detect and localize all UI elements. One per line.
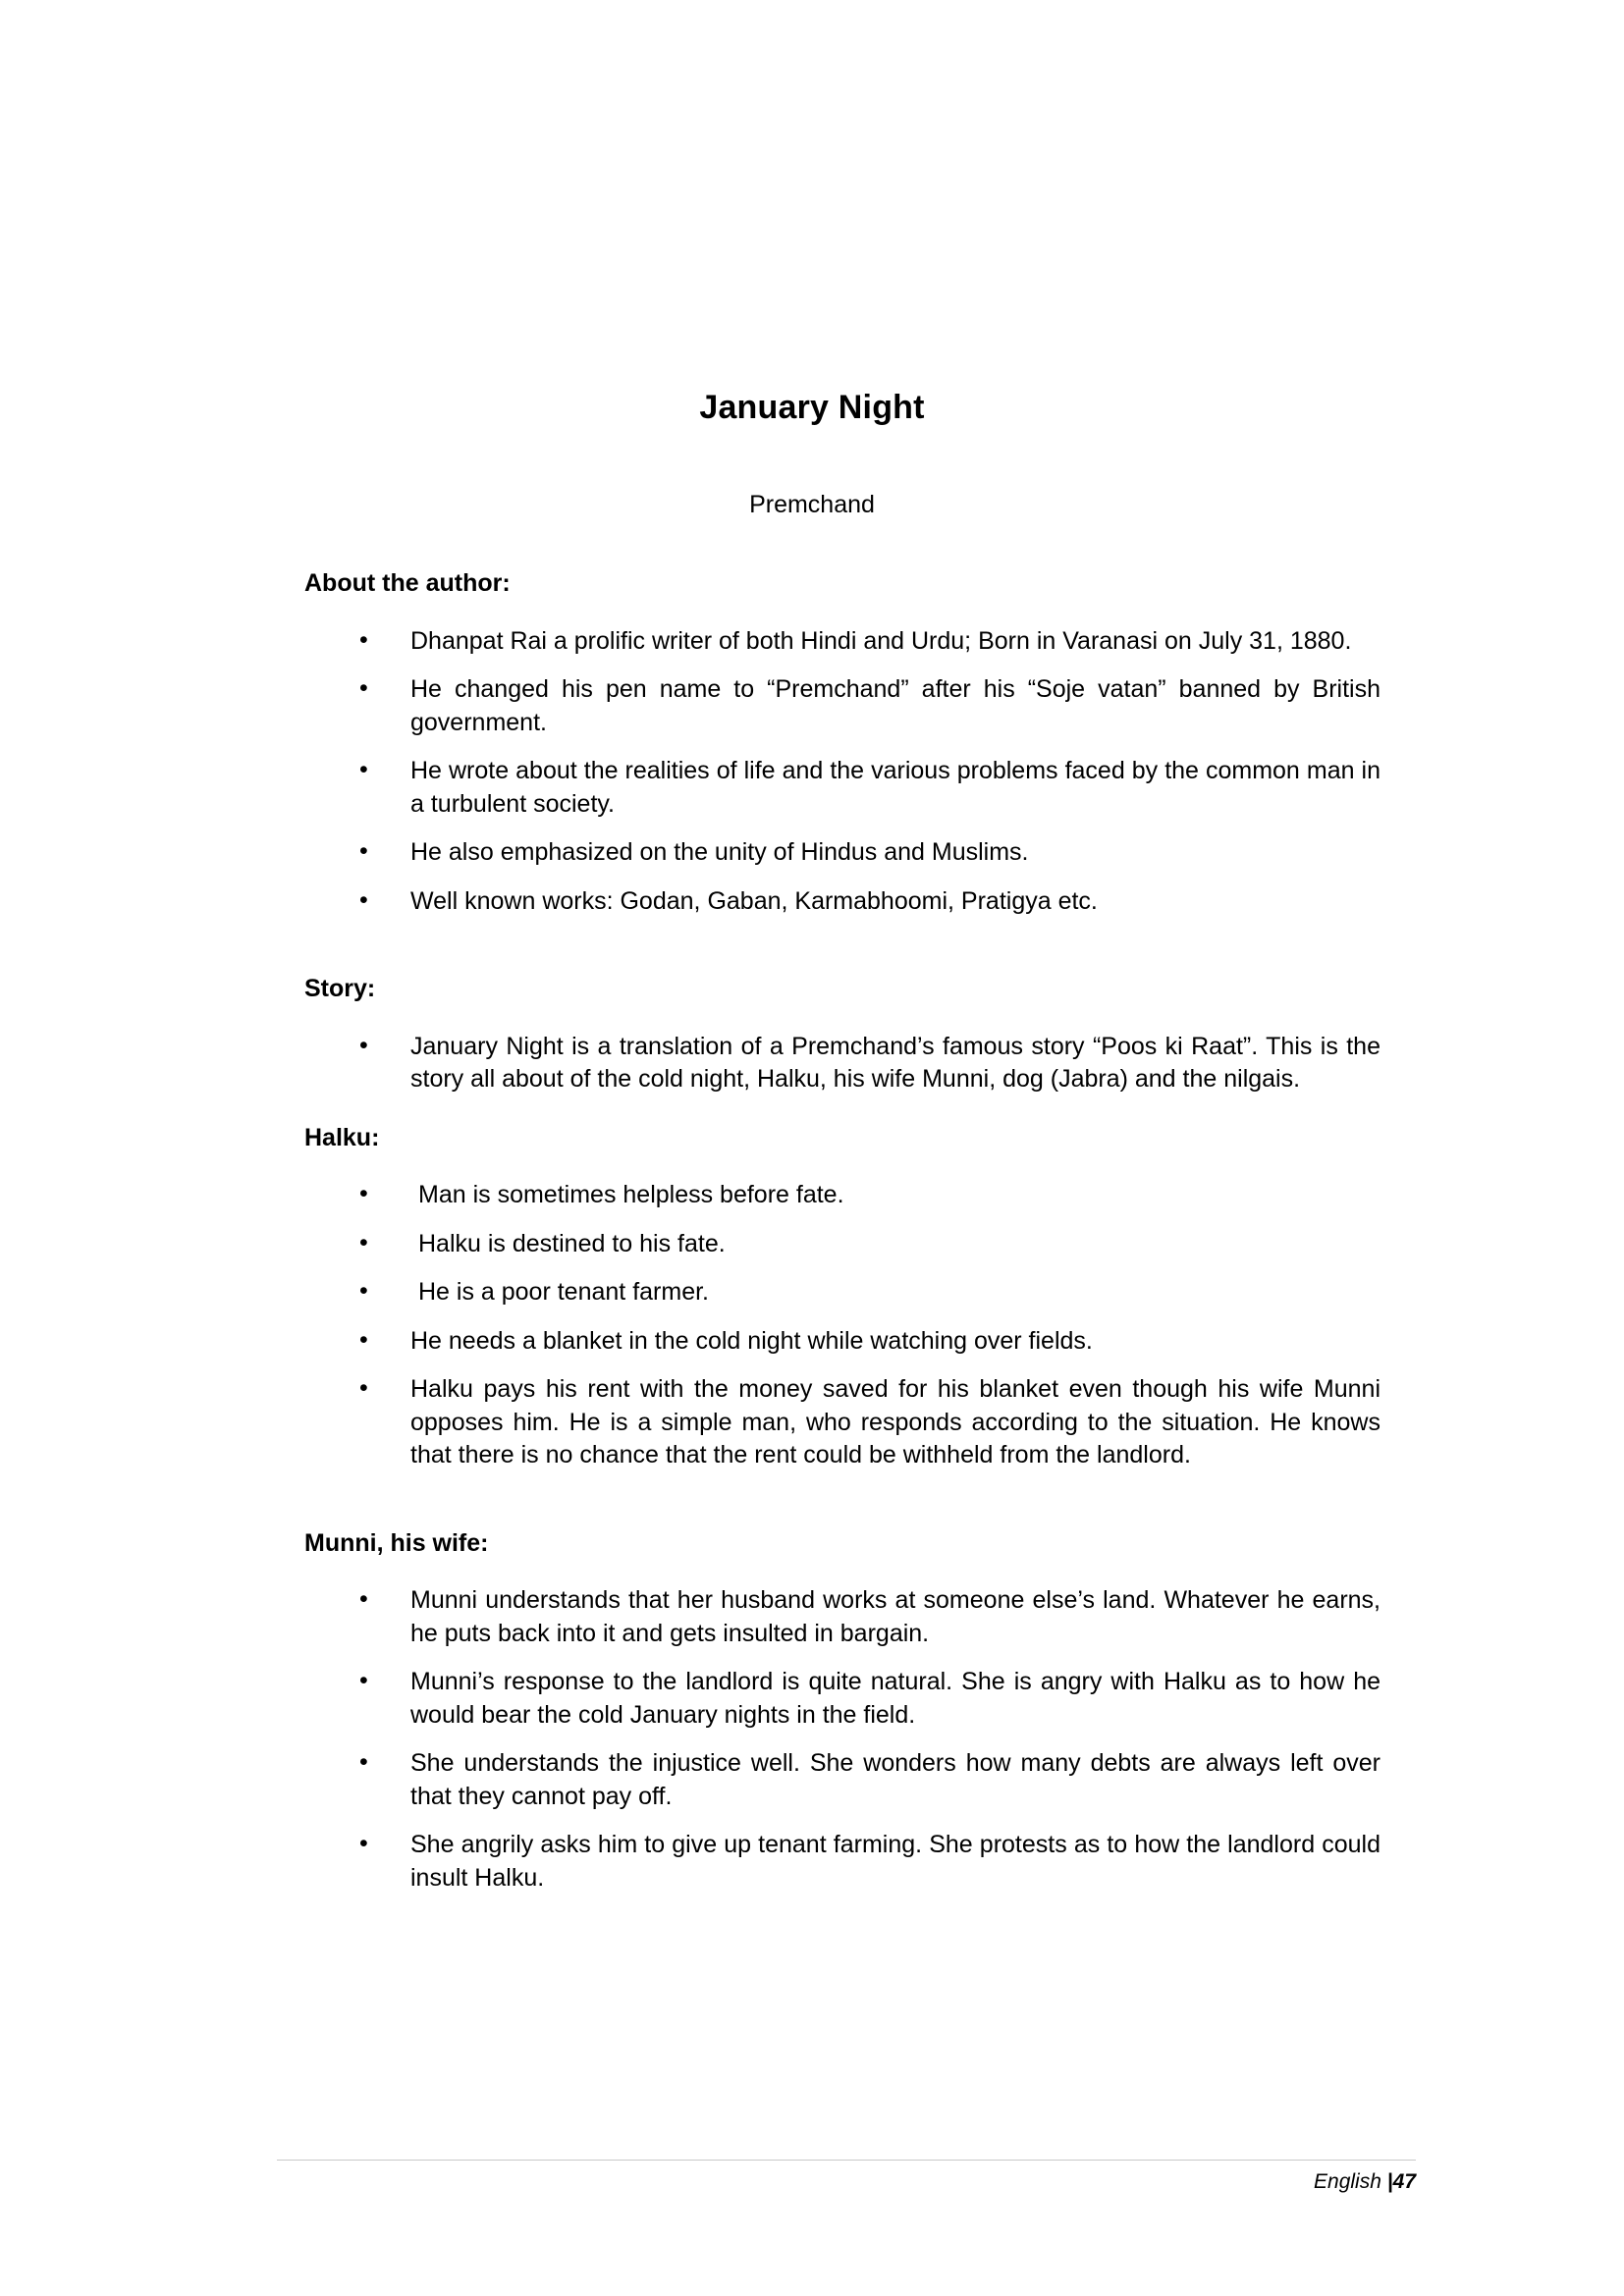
- list-item: • He is a poor tenant farmer.: [304, 1276, 1380, 1309]
- list-item: • He changed his pen name to “Premchand” after his “Soje vatan” banned by British government.: [304, 673, 1380, 739]
- bullet-list-story: [304, 1031, 1380, 1096]
- spacer: [304, 600, 1380, 625]
- list-item: • Dhanpat Rai a prolific writer of both Hindi and Urdu; Born in Varanasi on July 31, 1880.: [304, 625, 1380, 659]
- bullet-list-halku: [304, 1179, 1380, 1472]
- section-heading-about-the-author: About the author:: [304, 569, 511, 597]
- spacer: [304, 1096, 1380, 1122]
- spacer: [304, 1153, 1380, 1179]
- footer-separator: |: [1386, 2170, 1393, 2193]
- list-item: • He wrote about the realities of life and the various problems faced by the common man in a turbulent society.: [304, 755, 1380, 821]
- page-title: January Night: [699, 389, 925, 426]
- list-item: • He also emphasized on the unity of Hindus and Muslims.: [304, 836, 1380, 870]
- list-item: • Man is sometimes helpless before fate.: [304, 1179, 1380, 1212]
- list-item: • She understands the injustice well. She wonders how many debts are always left over that they cannot pay off.: [304, 1747, 1380, 1813]
- bullet-list-about-the-author: [304, 625, 1380, 919]
- page-footer: [277, 2160, 1416, 2194]
- section-heading-munni-his-wife: Munni, his wife:: [304, 1528, 489, 1557]
- footer-subject: English: [1314, 2170, 1387, 2193]
- footer-page-number: 47: [1392, 2170, 1416, 2193]
- spacer: [304, 1472, 1380, 1527]
- list-item: • Munni understands that her husband works at someone else’s land. Whatever he earns, he puts back into it and gets insulted in bargain.: [304, 1584, 1380, 1650]
- list-item: • She angrily asks him to give up tenant farming. She protests as to how the landlord could insult Halku.: [304, 1829, 1380, 1895]
- section-heading-story: Story:: [304, 975, 376, 1002]
- author-name: Premchand: [749, 491, 875, 518]
- list-item: • Well known works: Godan, Gaban, Karmabhoomi, Pratigya etc.: [304, 885, 1380, 919]
- spacer: [304, 1005, 1380, 1031]
- list-item: • He needs a blanket in the cold night while watching over fields.: [304, 1325, 1380, 1359]
- list-item: • Halku pays his rent with the money saved for his blanket even though his wife Munni opposes him. He is a simple man, who responds according to the situation. He knows that there is no chance that the rent could be withheld from the landlord.: [304, 1373, 1380, 1472]
- document-body: [304, 567, 1380, 1895]
- bullet-list-munni: [304, 1584, 1380, 1895]
- spacer: [304, 918, 1380, 973]
- section-heading-halku: Halku:: [304, 1123, 380, 1151]
- list-item: • Munni’s response to the landlord is quite natural. She is angry with Halku as to how he would bear the cold January nights in the field.: [304, 1666, 1380, 1732]
- list-item: • Halku is destined to his fate.: [304, 1228, 1380, 1261]
- list-item: • January Night is a translation of a Premchand’s famous story “Poos ki Raat”. This is the story all about of the cold night, Halku, his wife Munni, dog (Jabra) and the nilgais.: [304, 1031, 1380, 1096]
- spacer: [304, 1559, 1380, 1584]
